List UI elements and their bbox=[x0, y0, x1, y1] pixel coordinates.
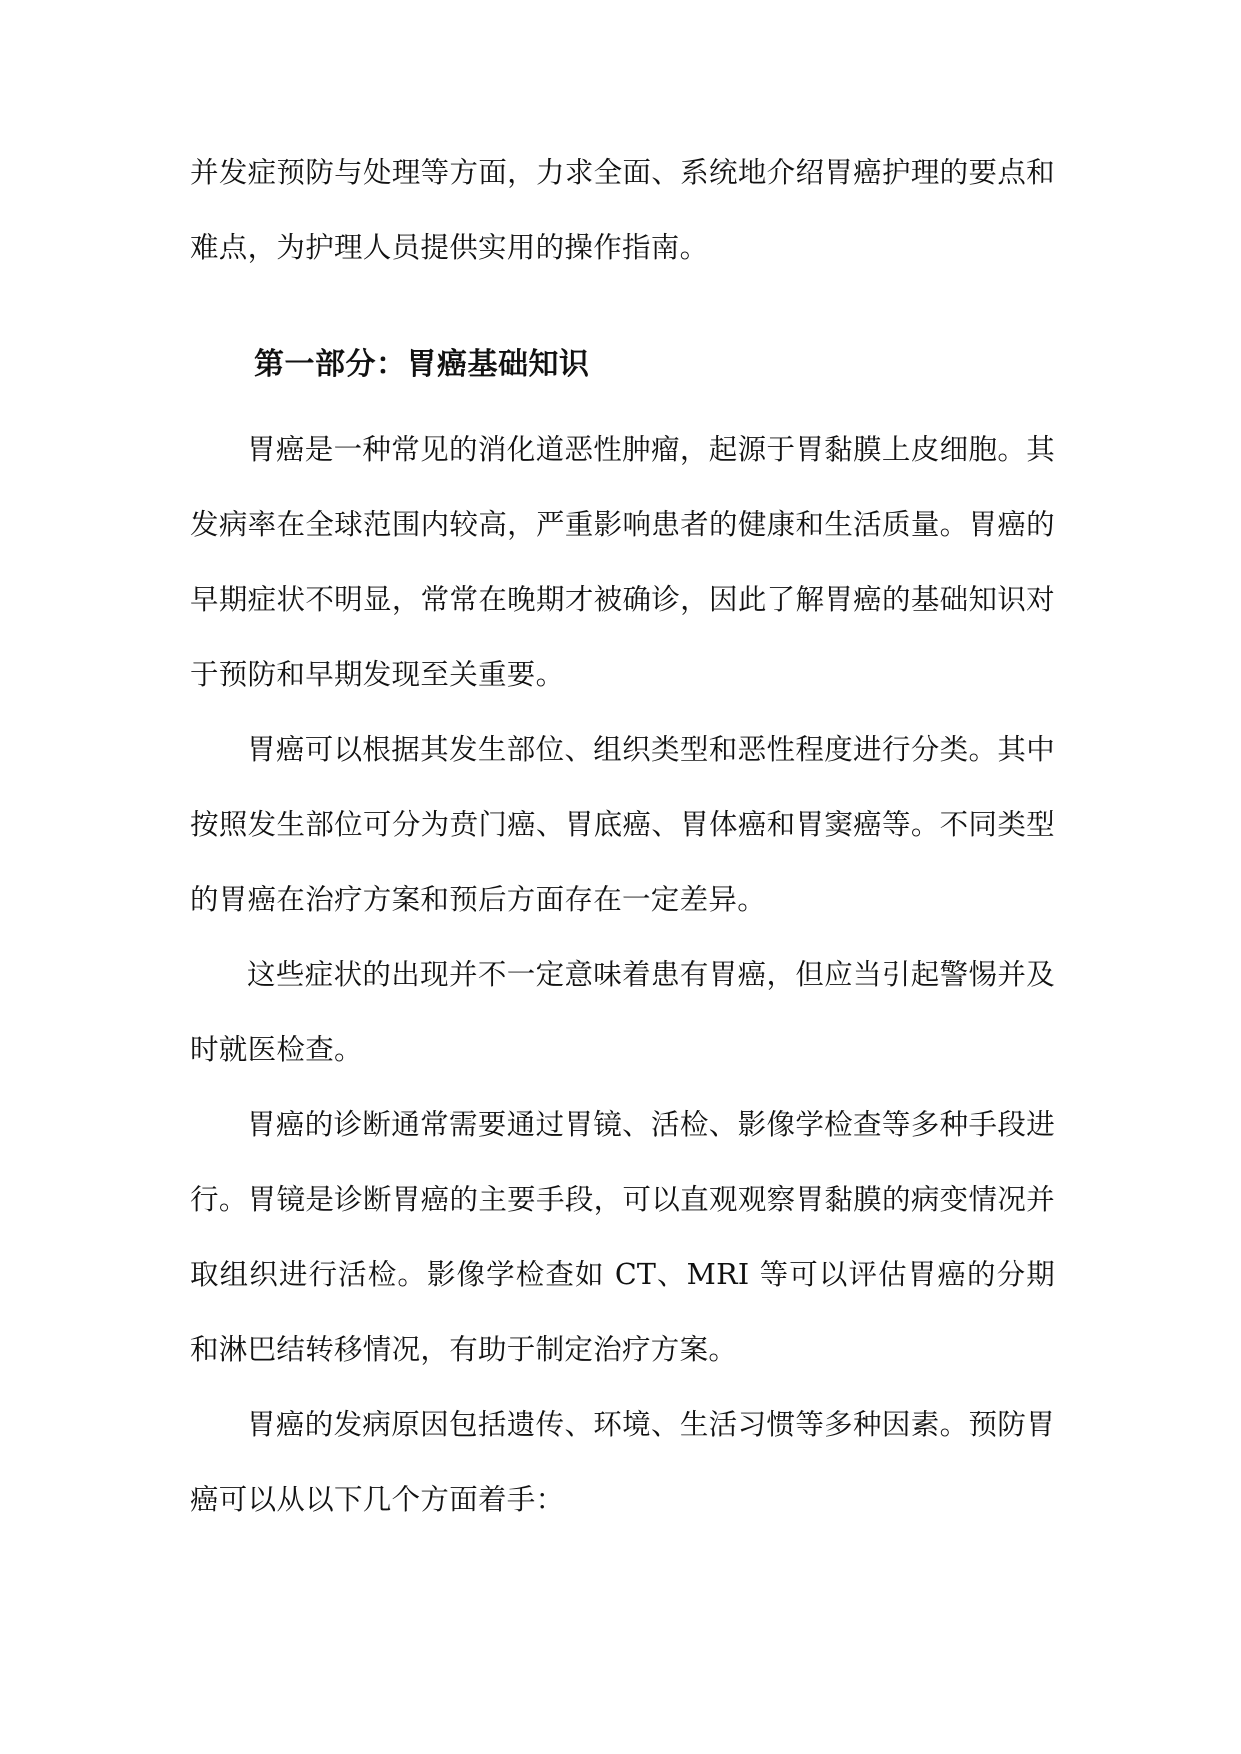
intro-paragraph: 并发症预防与处理等方面，力求全面、系统地介绍胃癌护理的要点和难点，为护理人员提供实用的操作指南。 bbox=[190, 156, 1055, 264]
paragraph-prevention: 胃癌的发病原因包括遗传、环境、生活习惯等多种因素。预防胃癌可以从以下几个方面着手： bbox=[190, 1408, 1055, 1516]
paragraph-diagnosis: 胃癌的诊断通常需要通过胃镜、活检、影像学检查等多种手段进行。胃镜是诊断胃癌的主要手段，可以直观观察胃黏膜的病变情况并取组织进行活检。影像学检查如 CT、MRI 等可以评估胃癌的分期和淋巴结转移情况，有助于制定治疗方案。 bbox=[190, 1108, 1055, 1366]
paragraph-classification: 胃癌可以根据其发生部位、组织类型和恶性程度进行分类。其中按照发生部位可分为贲门癌、胃底癌、胃体癌和胃窦癌等。不同类型的胃癌在治疗方案和预后方面存在一定差异。 bbox=[190, 733, 1055, 916]
paragraph-overview: 胃癌是一种常见的消化道恶性肿瘤，起源于胃黏膜上皮细胞。其发病率在全球范围内较高，严重影响患者的健康和生活质量。胃癌的早期症状不明显，常常在晚期才被确诊，因此了解胃癌的基础知识对于预防和早期发现至关重要。 bbox=[190, 433, 1055, 691]
paragraph-symptoms: 这些症状的出现并不一定意味着患有胃癌，但应当引起警惕并及时就医检查。 bbox=[190, 958, 1055, 1066]
document-body bbox=[190, 135, 1055, 1537]
section-heading: 第一部分：胃癌基础知识 bbox=[254, 347, 590, 382]
